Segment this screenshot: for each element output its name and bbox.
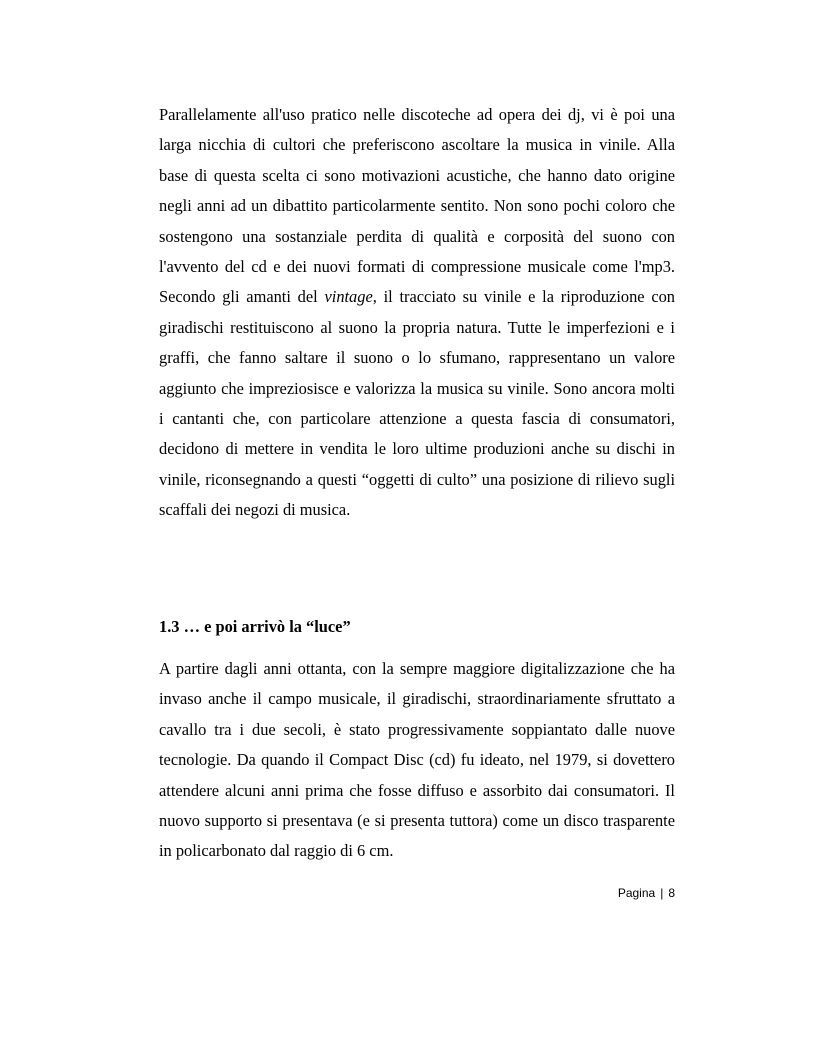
footer-separator: | — [660, 886, 664, 900]
paragraph-text: Parallelamente all'uso pratico nelle discoteche ad opera dei dj, vi è poi una larga nicchia di cultori che preferiscono ascoltare la musica in vinile. Alla base di questa scelta ci sono motivazioni acustiche, che hanno dato origine negli anni ad un dibattito particolarmente sentito. Non sono pochi coloro che sostengono una sostanziale perdita di qualità e corposità del suono con l'avvento del cd e dei nuovi formati di compressione musicale come l'mp3. Secondo gli amanti del — [159, 105, 675, 307]
body-paragraph-cd: A partire dagli anni ottanta, con la sempre maggiore digitalizzazione che ha invaso anche il campo musicale, il giradischi, straordinariamente sfruttato a cavallo tra i due secoli, è stato progressivamente soppiantato dalle nuove tecnologie. Da quando il Compact Disc (cd) fu ideato, nel 1979, si dovettero attendere alcuni anni prima che fosse diffuso e assorbito dai consumatori. Il nuovo supporto si presentava (e si presenta tuttora) come un disco trasparente in policarbonato dal raggio di 6 cm. — [159, 659, 675, 861]
paragraph-text: , il tracciato su vinile e la riproduzione con giradischi restituiscono al suono la propria natura. Tutte le imperfezioni e i graffi, che fanno saltare il suono o lo sfumano, rappresentano un valore aggiunto che impreziosisce e valorizza la musica su vinile. Sono ancora molti i cantanti che, con particolare attenzione a questa fascia di consumatori, decidono di mettere in vendita le loro ultime produzioni anche su dischi in vinile, riconsegnando a questi “oggetti di culto” una posizione di rilievo sugli scaffali dei negozi di musica. — [159, 287, 675, 520]
body-paragraph-vinyl — [159, 100, 675, 526]
page-footer — [540, 884, 675, 902]
page-label: Pagina — [617, 886, 656, 900]
page-number: 8 — [668, 886, 675, 900]
section-heading: 1.3 … e poi arrivò la “luce” — [159, 617, 351, 636]
italic-term: vintage — [324, 287, 373, 307]
